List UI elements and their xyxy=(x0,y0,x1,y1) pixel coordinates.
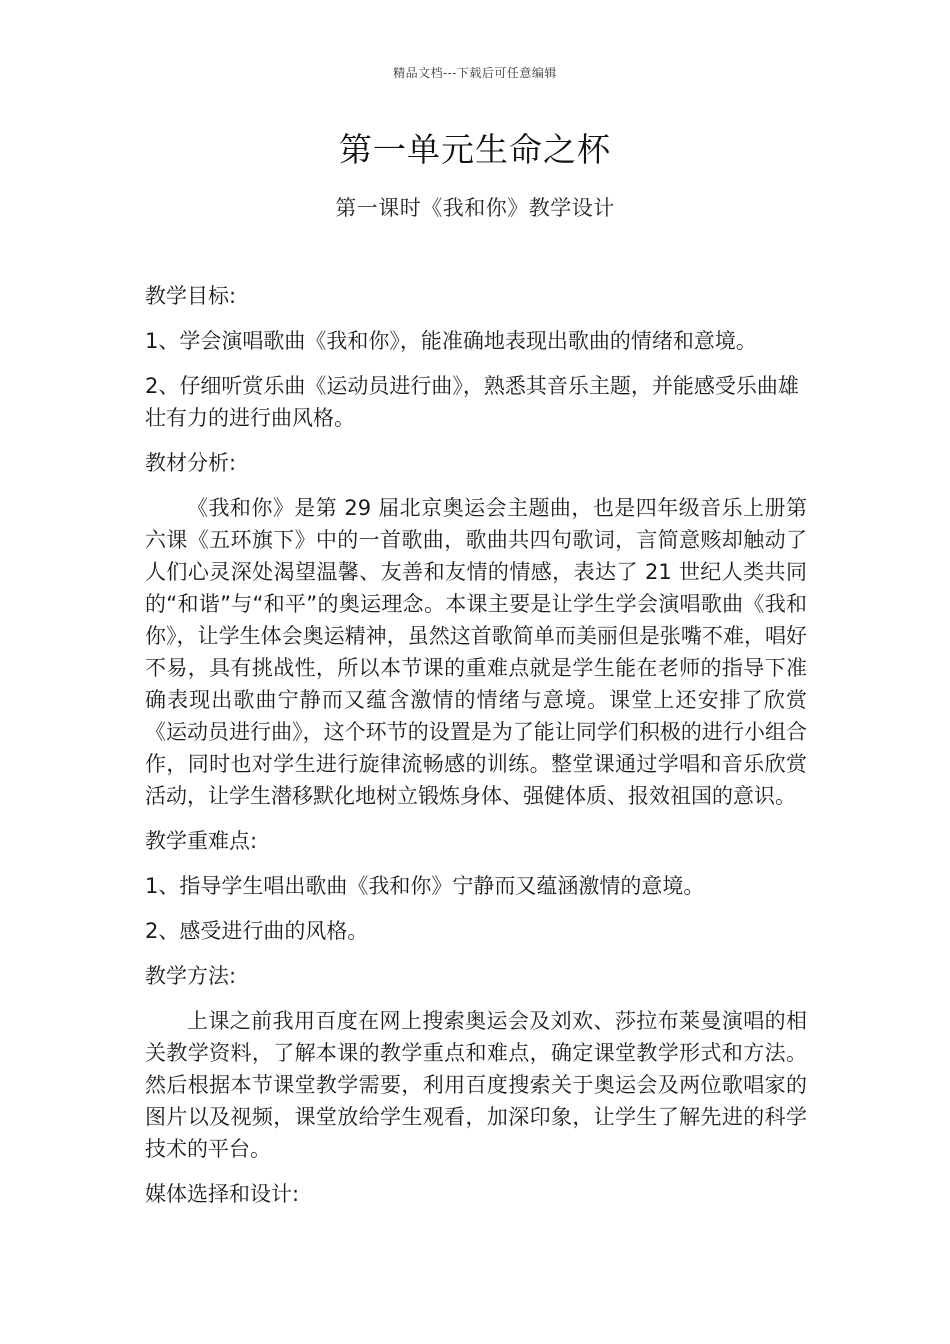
section-heading-objectives: 教学目标: xyxy=(145,284,237,308)
section-heading-media: 媒体选择和设计: xyxy=(145,1182,300,1206)
page-header: 精品文档---下载后可任意编辑 xyxy=(393,66,557,80)
analysis-paragraph: 《我和你》是第 29 届北京奥运会主题曲，也是四年级音乐上册第六课《五环旗下》中的一首歌曲，歌曲共四句歌词，言简意赅却触动了人们心灵深处渴望温馨、友善和友情的情感，表达了 21 世纪人类共同的“和谐”与“和平”的奥运理念。本课主要是让学生学会演唱歌曲《我和你》，让学生体会奥运精神，虽然这首歌简单而美丽但是张嘴不难，唱好不易，具有挑战性，所以本节课的重难点就是学生能在老师的指导下准确表现出歌曲宁静而又蕴含激情的情绪与意境。课堂上还安排了欣赏《运动员进行曲》，这个环节的设置是为了能让同学们积极的进行小组合作，同时也对学生进行旋律流畅感的训练。整堂课通过学唱和音乐欣赏活动，让学生潜移默化地树立锻炼身体、强健体质、报效祖国的意识。 xyxy=(145,496,807,808)
section-heading-key-points: 教学重难点: xyxy=(145,829,258,853)
document-subtitle: 第一课时《我和你》教学设计 xyxy=(335,196,615,220)
methods-paragraph: 上课之前我用百度在网上搜索奥运会及刘欢、莎拉布莱曼演唱的相关教学资料，了解本课的教学重点和难点，确定课堂教学形式和方法。然后根据本节课堂教学需要，利用百度搜索关于奥运会及两位歌唱家的图片以及视频，课堂放给学生观看，加深印象，让学生了解先进的科学技术的平台。 xyxy=(145,1009,807,1161)
key-point-item-1: 1、指导学生唱出歌曲《我和你》宁静而又蕴涵激情的意境。 xyxy=(145,874,705,898)
objective-item-2: 2、仔细听赏乐曲《运动员进行曲》，熟悉其音乐主题，并能感受乐曲雄壮有力的进行曲风格。 xyxy=(145,374,799,430)
objective-item-1: 1、学会演唱歌曲《我和你》，能准确地表现出歌曲的情绪和意境。 xyxy=(145,329,757,353)
document-body xyxy=(145,280,807,1223)
document-title: 第一单元生命之杯 xyxy=(339,130,611,169)
section-heading-analysis: 教材分析: xyxy=(145,451,237,475)
key-point-item-2: 2、感受进行曲的风格。 xyxy=(145,919,369,943)
section-heading-methods: 教学方法: xyxy=(145,964,237,988)
